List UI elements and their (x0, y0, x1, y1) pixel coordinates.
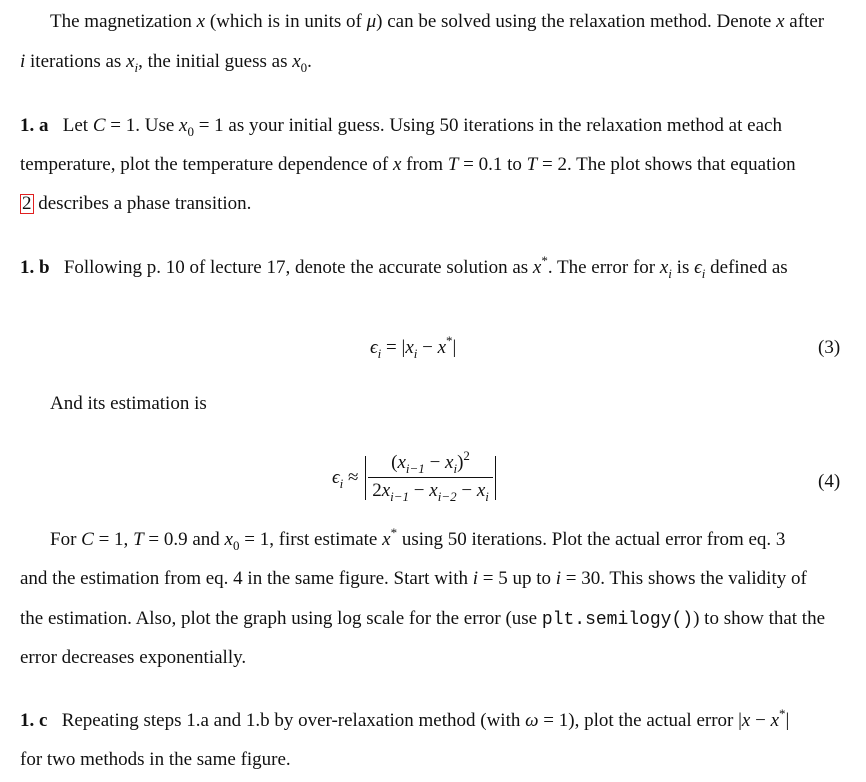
estimation-text: And its estimation is (50, 393, 207, 414)
para-line-2: and the estimation from eq. 4 in the same figure. Start with i = 5 up to i = 30. This shows the validity of (20, 568, 807, 589)
section-1c-line-1: 1. c Repeating steps 1.a and 1.b by over-relaxation method (with ω = 1), plot the actual error |x − x*| (20, 706, 790, 731)
equation-4-number: (4) (818, 471, 841, 492)
code-semilogy: plt.semilogy() (541, 610, 694, 630)
fraction-denominator: $2x_{i-1} - x_{i-2} - x_i$ (372, 480, 489, 504)
section-1a-line-3: 2 describes a phase transition. (22, 193, 252, 214)
equation-2-link[interactable]: 2 (22, 193, 32, 214)
equation-4: $\epsilon_i$ ≈ $\frac{(x_{i-1} - x_i)^2}{2x_{i-1} - x_{i-2} - x_i}$ (332, 452, 498, 503)
section-1c-label: 1. c (20, 710, 48, 731)
section-1b-label: 1. b (20, 257, 50, 278)
para-line-3: the estimation. Also, plot the graph using log scale for the error (use plt.semilogy()) to show that the (20, 608, 826, 630)
abs-bar-right (495, 456, 496, 500)
abs-bar-left (365, 456, 366, 500)
equation-3: $\epsilon_i = |x_i - x^*|$ (370, 333, 457, 361)
para-line-1: For C = 1, T = 0.9 and $x_0 = 1$, first estimate x* using 50 iterations. Plot the actual error from eq. 3 (50, 525, 786, 553)
equation-3-number: (3) (818, 337, 841, 358)
fraction-numerator: $(x_{i-1} - x_i)^2$ (368, 452, 493, 478)
intro-line-1: The magnetization x (which is in units of μ) can be solved using the relaxation method. Denote x after (50, 11, 825, 32)
para-line-4: error decreases exponentially. (20, 647, 247, 668)
section-1c-line-2: for two methods in the same figure. (20, 749, 291, 770)
section-1b-line-1: 1. b Following p. 10 of lecture 17, denote the accurate solution as x*. The error for $x_i$ is $\epsilon_i$ defined as (20, 253, 788, 281)
section-1a-line-2: temperature, plot the temperature dependence of x from T = 0.1 to T = 2. The plot shows that equation (20, 154, 796, 175)
intro-line-2: i iterations as $x_i$, the initial guess as $x_0$. (20, 51, 312, 75)
section-1a-label: 1. a (20, 115, 49, 136)
fraction (368, 448, 493, 504)
section-1a-line-1: 1. a Let C = 1. Use $x_0 = 1$ as your initial guess. Using 50 iterations in the relaxation method at each (20, 115, 782, 139)
